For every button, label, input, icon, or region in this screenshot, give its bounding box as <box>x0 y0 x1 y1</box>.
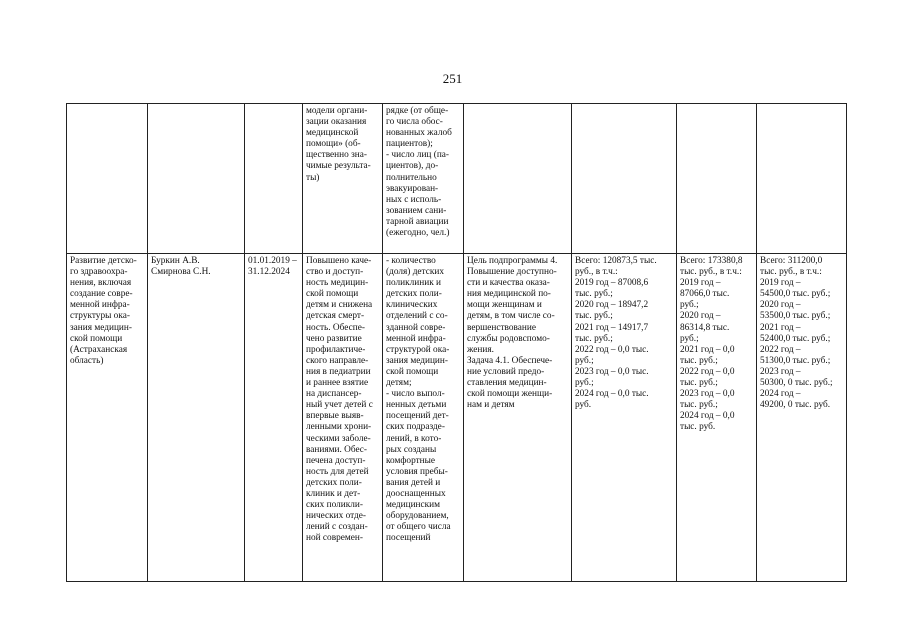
table-cell-funding-1: Всего: 120873,5 тыс. руб., в т.ч.: 2019 год – 87008,6 тыс. руб.; 2020 год – 18947,2 тыс. руб.; 2021 год – 14917,7 тыс. руб.; 2022 год – 0,0 тыс. руб.; 2023 год – 0,0 тыс. руб.; 2024 год – 0,0 тыс. руб. <box>572 254 677 582</box>
page-number: 251 <box>442 71 463 86</box>
table-cell-funding-3 <box>757 104 847 254</box>
table-cell-responsible <box>148 104 245 254</box>
table-cell-direction <box>67 104 148 254</box>
table-cell-results: Повышено каче- ство и доступ- ность медицин- ской помощи детям и снижена детская смерт- ность. Обеспе- чено развитие профилактиче- ского направле- ния в педиатрии и раннее взятие на диспансер- ный учет детей с впервые выяв- ленными хрони- ческими заболе- ваниями. Обес- печена доступ- ность для детей детских поли- клиник и дет- ских поликли- нических отде- лений с создан- ной современ- <box>303 254 383 582</box>
table-cell-goals: Цель подпрограммы 4. Повышение доступно- сти и качества оказа- ния медицинской по- мощи женщинам и детям, в том числе со- вершенствование службы родовспомо- жения. Задача 4.1. Обеспече- ние условий предо- ставления медицин- ской помощи женщи- нам и детям <box>464 254 572 582</box>
table-row <box>67 104 847 254</box>
table-cell-funding-2 <box>677 104 757 254</box>
table-cell-period: 01.01.2019 – 31.12.2024 <box>245 254 303 582</box>
table-cell-funding-2: Всего: 173380,8 тыс. руб., в т.ч.: 2019 год – 87066,0 тыс. руб.; 2020 год – 86314,8 тыс. руб.; 2021 год – 0,0 тыс. руб.; 2022 год – 0,0 тыс. руб.; 2023 год – 0,0 тыс. руб.; 2024 год – 0,0 тыс. руб. <box>677 254 757 582</box>
table-cell-goals <box>464 104 572 254</box>
table-row <box>67 254 847 582</box>
table-cell-results: модели органи- зации оказания медицинской помощи» (об- щественно зна- чимые результа- ты) <box>303 104 383 254</box>
table-cell-direction: Развитие детско- го здравоохра- нения, включая создание совре- менной инфра- структуры ока- зания медицин- ской помощи (Астраханская область) <box>67 254 148 582</box>
table-cell-responsible: Буркин А.В. Смирнова С.Н. <box>148 254 245 582</box>
table-cell-funding-3: Всего: 311200,0 тыс. руб., в т.ч.: 2019 год – 54500,0 тыс. руб.; 2020 год – 53500,0 тыс. руб.; 2021 год – 52400,0 тыс. руб.; 2022 год – 51300,0 тыс. руб.; 2023 год – 50300, 0 тыс. руб.; 2024 год – 49200, 0 тыс. руб. <box>757 254 847 582</box>
table-cell-funding-1 <box>572 104 677 254</box>
table-cell-period <box>245 104 303 254</box>
table-cell-indicators: - количество (доля) детских поликлиник и детских поли- клинических отделений с со- зданной совре- менной инфра- структурой ока- зания медицин- ской помощи детям; - число выпол- ненных детьми посещений дет- ских подразде- лений, в кото- рых созданы комфортные условия пребы- вания детей и дооснащенных медицинским оборудованием, от общего числа посещений <box>383 254 464 582</box>
program-table <box>66 103 847 582</box>
table-cell-indicators: рядке (от обще- го числа обос- нованных жалоб пациентов); - число лиц (па- циентов), до- полнительно эвакуирован- ных с исполь- зованием сани- тарной авиации (ежегодно, чел.) <box>383 104 464 254</box>
